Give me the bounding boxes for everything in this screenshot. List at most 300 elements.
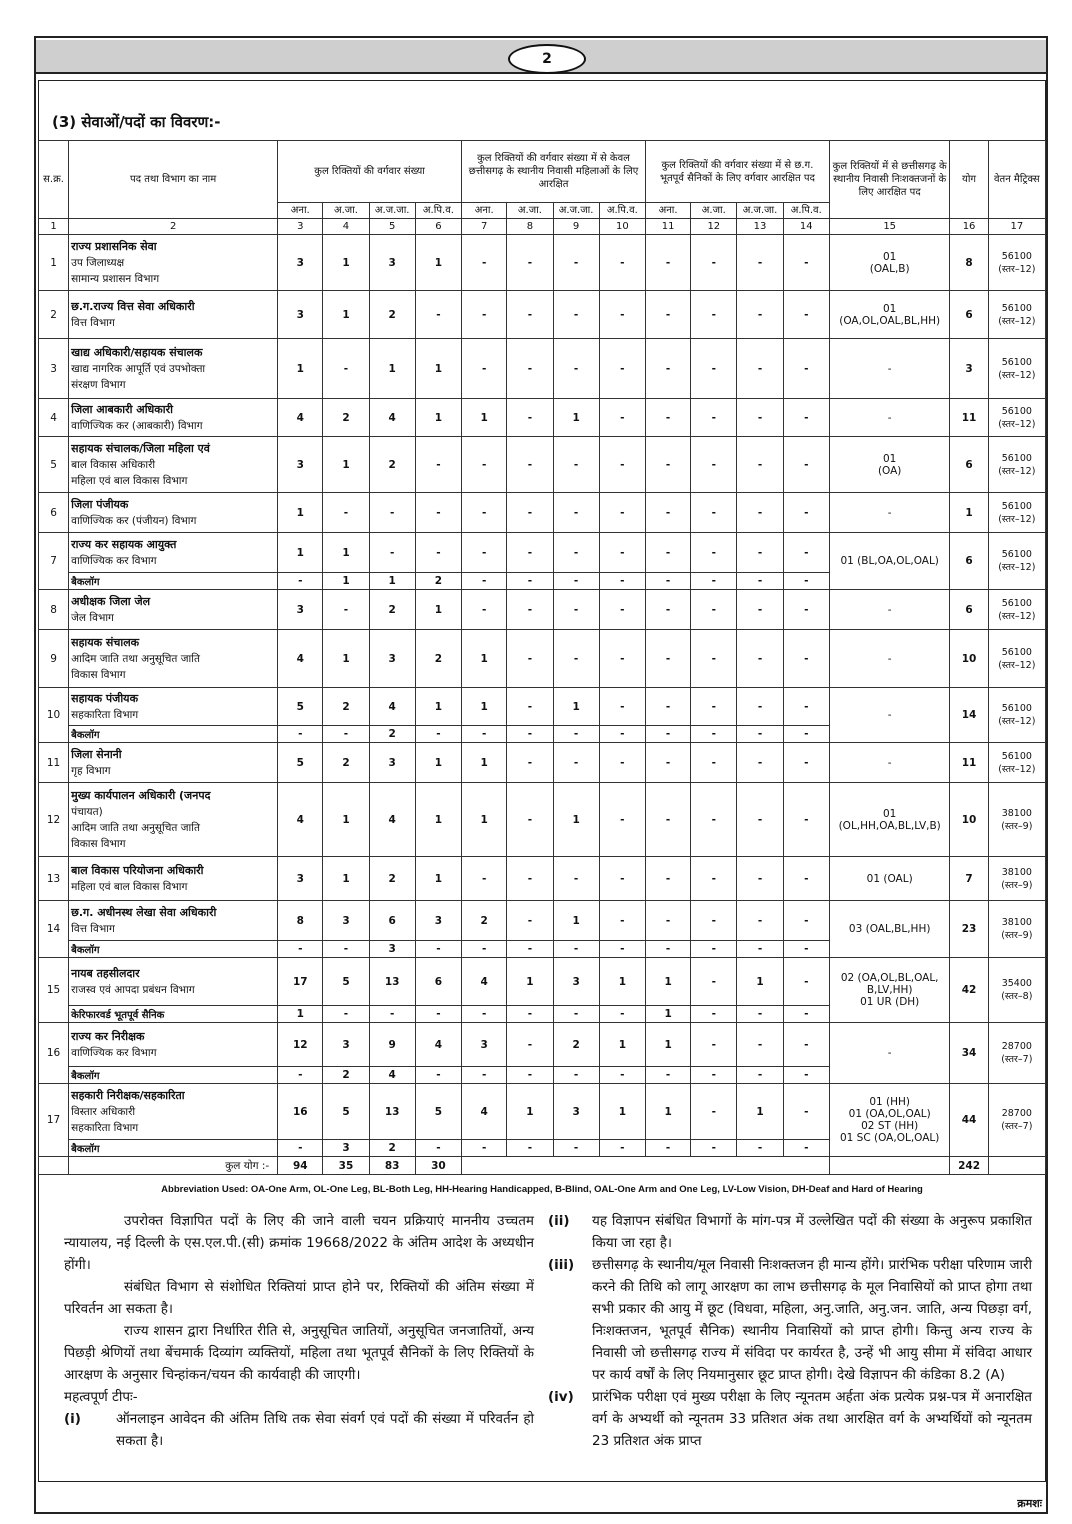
- count-cell: -: [645, 857, 690, 901]
- count-cell: -: [783, 291, 829, 339]
- count-cell: -: [507, 857, 553, 901]
- serial-cell: 8: [39, 590, 69, 630]
- count-cell: -: [737, 688, 783, 726]
- column-number: 3: [278, 219, 323, 235]
- serial-cell: 9: [39, 630, 69, 688]
- count-cell: 3: [278, 857, 323, 901]
- backlog-cell: -: [645, 941, 690, 958]
- subheader-cell: अ.जा.: [507, 203, 553, 219]
- count-cell: 1: [507, 958, 553, 1006]
- disabled-cell: 01 (OA): [829, 437, 950, 493]
- section-title: (3) सेवाओं/पदों का विवरण:-: [52, 113, 221, 131]
- total-cell: 42: [950, 958, 988, 1023]
- count-cell: -: [553, 339, 599, 399]
- table-row: [39, 688, 1046, 726]
- backlog-label: बैकलॉग: [69, 1067, 278, 1084]
- count-cell: 13: [369, 1084, 415, 1140]
- serial-cell: 5: [39, 437, 69, 493]
- count-cell: 1: [737, 958, 783, 1006]
- serial-cell: 17: [39, 1084, 69, 1157]
- count-cell: -: [599, 590, 645, 630]
- post-line: मुख्य कार्यपालन अधिकारी (जनपद: [71, 788, 211, 802]
- count-cell: -: [691, 235, 737, 291]
- backlog-cell: -: [783, 941, 829, 958]
- backlog-cell: -: [691, 1140, 737, 1157]
- serial-cell: 2: [39, 291, 69, 339]
- serial-cell: 16: [39, 1023, 69, 1084]
- count-cell: 1: [462, 743, 507, 783]
- count-cell: -: [737, 743, 783, 783]
- pay-cell: 56100 (स्तर–12): [988, 493, 1045, 533]
- table-row: [39, 1023, 1046, 1067]
- backlog-cell: -: [691, 941, 737, 958]
- backlog-cell: -: [599, 726, 645, 743]
- count-cell: -: [507, 493, 553, 533]
- total-cell: 14: [950, 688, 988, 743]
- count-cell: 1: [415, 857, 461, 901]
- disabled-cell: 01 (OAL,B): [829, 235, 950, 291]
- count-cell: -: [645, 291, 690, 339]
- backlog-cell: -: [323, 726, 369, 743]
- count-cell: 1: [737, 1084, 783, 1140]
- grand-total-sum: 242: [950, 1157, 988, 1175]
- count-cell: -: [553, 291, 599, 339]
- pay-cell: 56100 (स्तर–12): [988, 630, 1045, 688]
- post-name-cell: [69, 857, 278, 901]
- count-cell: -: [737, 783, 783, 857]
- post-line: सामान्य प्रशासन विभाग: [71, 272, 160, 285]
- backlog-cell: -: [462, 1140, 507, 1157]
- grand-total-empty: [988, 1157, 1045, 1175]
- count-cell: -: [645, 437, 690, 493]
- count-cell: -: [553, 437, 599, 493]
- count-cell: -: [415, 291, 461, 339]
- total-cell: 11: [950, 743, 988, 783]
- post-name-cell: [69, 1023, 278, 1067]
- note-1-text: ऑनलाइन आवेदन की अंतिम तिथि तक सेवा संवर्ग एवं पदों की संख्या में परिवर्तन हो सकता है।: [116, 1411, 534, 1449]
- count-cell: -: [691, 783, 737, 857]
- column-number: 14: [783, 219, 829, 235]
- post-line: विस्तार अधिकारी: [71, 1105, 136, 1118]
- backlog-cell: -: [507, 941, 553, 958]
- serial-cell: 6: [39, 493, 69, 533]
- backlog-cell: -: [691, 1067, 737, 1084]
- count-cell: 1: [415, 399, 461, 437]
- count-cell: -: [737, 291, 783, 339]
- post-name-cell: [69, 235, 278, 291]
- count-cell: -: [599, 857, 645, 901]
- count-cell: 1: [369, 339, 415, 399]
- pay-cell: 56100 (स्तर–12): [988, 533, 1045, 590]
- pay-cell: 56100 (स्तर–12): [988, 688, 1045, 743]
- count-cell: -: [599, 630, 645, 688]
- column-number: 8: [507, 219, 553, 235]
- post-line: सहायक संचालक: [71, 635, 140, 649]
- backlog-cell: 1: [278, 1006, 323, 1023]
- count-cell: 1: [323, 291, 369, 339]
- backlog-cell: -: [599, 1140, 645, 1157]
- backlog-cell: -: [323, 1006, 369, 1023]
- count-cell: 2: [553, 1023, 599, 1067]
- column-number: 17: [988, 219, 1045, 235]
- backlog-cell: 2: [369, 726, 415, 743]
- backlog-cell: -: [599, 1006, 645, 1023]
- count-cell: 4: [369, 399, 415, 437]
- count-cell: -: [599, 783, 645, 857]
- subheader-cell: अ.जा.: [691, 203, 737, 219]
- count-cell: -: [323, 493, 369, 533]
- backlog-cell: 2: [369, 1140, 415, 1157]
- count-cell: -: [507, 339, 553, 399]
- count-cell: -: [462, 857, 507, 901]
- count-cell: -: [645, 235, 690, 291]
- backlog-cell: 1: [323, 573, 369, 590]
- post-line: महिला एवं बाल विकास विभाग: [71, 474, 188, 487]
- table-row: [39, 291, 1046, 339]
- pay-cell: 56100 (स्तर–12): [988, 399, 1045, 437]
- post-line: सहकारी निरीक्षक/सहकारिता: [71, 1088, 185, 1102]
- table-row: [39, 339, 1046, 399]
- count-cell: 5: [278, 743, 323, 783]
- count-cell: 6: [415, 958, 461, 1006]
- count-cell: -: [462, 590, 507, 630]
- column-number: 11: [645, 219, 690, 235]
- header-total: योग: [950, 141, 988, 219]
- table-row: [39, 743, 1046, 783]
- disabled-cell: -: [829, 1023, 950, 1084]
- backlog-cell: 3: [323, 1140, 369, 1157]
- backlog-label: बैकलॉग: [69, 1140, 278, 1157]
- right-column: [548, 1210, 1032, 1452]
- count-cell: -: [507, 783, 553, 857]
- backlog-cell: -: [507, 726, 553, 743]
- count-cell: -: [783, 590, 829, 630]
- count-cell: 1: [645, 958, 690, 1006]
- count-cell: 2: [462, 901, 507, 941]
- post-name-cell: [69, 1084, 278, 1140]
- post-line: वाणिज्यिक कर विभाग: [71, 554, 157, 567]
- count-cell: 5: [323, 1084, 369, 1140]
- disabled-cell: -: [829, 493, 950, 533]
- pay-cell: 56100 (स्तर–12): [988, 743, 1045, 783]
- count-cell: 1: [645, 1084, 690, 1140]
- subheader-cell: अ.ज.जा.: [737, 203, 783, 219]
- table-row: [39, 1084, 1046, 1140]
- backlog-cell: -: [599, 1067, 645, 1084]
- count-cell: 1: [553, 783, 599, 857]
- count-cell: 1: [323, 630, 369, 688]
- count-cell: 3: [278, 291, 323, 339]
- backlog-cell: -: [783, 1067, 829, 1084]
- post-line: बाल विकास अधिकारी: [71, 458, 156, 471]
- subheader-cell: अ.पि.व.: [415, 203, 461, 219]
- count-cell: -: [645, 399, 690, 437]
- backlog-cell: -: [462, 941, 507, 958]
- backlog-cell: -: [553, 1140, 599, 1157]
- total-cell: 7: [950, 857, 988, 901]
- backlog-cell: -: [278, 1140, 323, 1157]
- post-name-cell: [69, 958, 278, 1006]
- count-cell: -: [553, 743, 599, 783]
- column-number: 16: [950, 219, 988, 235]
- count-cell: -: [783, 1084, 829, 1140]
- backlog-cell: -: [737, 1067, 783, 1084]
- post-line: अधीक्षक जिला जेल: [71, 594, 151, 608]
- count-cell: 5: [415, 1084, 461, 1140]
- column-number: 12: [691, 219, 737, 235]
- backlog-label: बैकलॉग: [69, 941, 278, 958]
- count-cell: 5: [278, 688, 323, 726]
- serial-cell: 12: [39, 783, 69, 857]
- count-cell: -: [553, 857, 599, 901]
- serial-cell: 7: [39, 533, 69, 590]
- note-4-number: (iv): [548, 1389, 574, 1405]
- backlog-cell: -: [691, 573, 737, 590]
- backlog-cell: -: [691, 1006, 737, 1023]
- count-cell: 1: [415, 235, 461, 291]
- count-cell: -: [737, 399, 783, 437]
- note-1-number: (i): [64, 1411, 81, 1427]
- post-line: राज्य प्रशासनिक सेवा: [71, 239, 157, 253]
- post-line: सहकारिता विभाग: [71, 1121, 139, 1134]
- disabled-cell: -: [829, 630, 950, 688]
- backlog-cell: -: [737, 726, 783, 743]
- count-cell: -: [645, 743, 690, 783]
- count-cell: -: [783, 235, 829, 291]
- count-cell: -: [645, 493, 690, 533]
- count-cell: -: [737, 339, 783, 399]
- count-cell: 3: [323, 901, 369, 941]
- pay-cell: 38100 (स्तर–9): [988, 901, 1045, 958]
- total-cell: 6: [950, 291, 988, 339]
- subheader-cell: अना.: [278, 203, 323, 219]
- disabled-cell: 03 (OAL,BL,HH): [829, 901, 950, 958]
- count-cell: -: [415, 437, 461, 493]
- post-line: विकास विभाग: [71, 668, 126, 681]
- backlog-cell: -: [323, 941, 369, 958]
- table-row: [39, 493, 1046, 533]
- count-cell: 1: [462, 783, 507, 857]
- count-cell: -: [691, 743, 737, 783]
- count-cell: 16: [278, 1084, 323, 1140]
- post-line: नायब तहसीलदार: [71, 966, 140, 980]
- count-cell: -: [599, 291, 645, 339]
- count-cell: 12: [278, 1023, 323, 1067]
- backlog-cell: 2: [415, 573, 461, 590]
- subheader-cell: अ.जा.: [323, 203, 369, 219]
- column-number: 2: [69, 219, 278, 235]
- count-cell: -: [599, 743, 645, 783]
- table-row: [39, 857, 1046, 901]
- note-2-number: (ii): [548, 1213, 570, 1229]
- backlog-cell: -: [645, 1140, 690, 1157]
- backlog-cell: -: [553, 1067, 599, 1084]
- para-vacancy-change: संबंधित विभाग से संशोधित रिक्तियां प्राप्त होने पर, रिक्तियों की अंतिम संख्या में परिवर्तन आ सकता है।: [64, 1279, 534, 1317]
- post-line: उप जिलाध्यक्ष: [71, 256, 125, 269]
- backlog-cell: -: [507, 1006, 553, 1023]
- count-cell: -: [737, 901, 783, 941]
- count-cell: 1: [415, 743, 461, 783]
- backlog-cell: -: [783, 726, 829, 743]
- count-cell: 4: [369, 783, 415, 857]
- count-cell: -: [737, 533, 783, 573]
- notes-heading: महत्वपूर्ण टीपः-: [64, 1389, 138, 1405]
- post-line: आदिम जाति तथा अनुसूचित जाति: [71, 821, 200, 834]
- post-line: विकास विभाग: [71, 837, 126, 850]
- backlog-cell: -: [645, 1067, 690, 1084]
- backlog-cell: -: [278, 726, 323, 743]
- count-cell: -: [599, 688, 645, 726]
- count-cell: -: [691, 630, 737, 688]
- abbreviation-note: Abbreviation Used: OA-One Arm, OL-One Leg, BL-Both Leg, HH-Hearing Handicapped, B-Blind, OAL-One Arm and One Leg, LV-Low Vision, DH-Deaf and Hard of Hearing: [161, 1184, 923, 1195]
- pay-cell: 56100 (स्तर–12): [988, 437, 1045, 493]
- count-cell: 1: [278, 493, 323, 533]
- backlog-cell: -: [507, 1140, 553, 1157]
- count-cell: 2: [323, 688, 369, 726]
- count-cell: -: [462, 291, 507, 339]
- count-cell: 5: [323, 958, 369, 1006]
- total-cell: 1: [950, 493, 988, 533]
- column-number: 4: [323, 219, 369, 235]
- column-number: 5: [369, 219, 415, 235]
- count-cell: -: [691, 437, 737, 493]
- post-line: पंचायत): [71, 805, 103, 818]
- grand-total-label: कुल योग :-: [69, 1157, 278, 1175]
- count-cell: -: [553, 235, 599, 291]
- header-pay: वेतन मैट्रिक्स: [988, 141, 1045, 219]
- serial-cell: 10: [39, 688, 69, 743]
- count-cell: 1: [323, 857, 369, 901]
- column-number: 7: [462, 219, 507, 235]
- disabled-cell: -: [829, 339, 950, 399]
- count-cell: 9: [369, 1023, 415, 1067]
- header-row: [39, 141, 1046, 203]
- header-total-cat: कुल रिक्तियों की वर्गवार संख्या: [278, 141, 462, 203]
- count-cell: 1: [415, 688, 461, 726]
- count-cell: -: [369, 493, 415, 533]
- count-cell: 1: [462, 630, 507, 688]
- post-name-cell: [69, 783, 278, 857]
- count-cell: -: [645, 901, 690, 941]
- disabled-cell: -: [829, 743, 950, 783]
- count-cell: -: [783, 493, 829, 533]
- table-row: [39, 235, 1046, 291]
- count-cell: 1: [553, 901, 599, 941]
- count-cell: 1: [323, 235, 369, 291]
- post-name-cell: [69, 743, 278, 783]
- count-cell: 1: [462, 399, 507, 437]
- post-line: वित्त विभाग: [71, 316, 115, 329]
- count-cell: -: [645, 688, 690, 726]
- backlog-cell: -: [783, 1006, 829, 1023]
- total-cell: 10: [950, 630, 988, 688]
- count-cell: 17: [278, 958, 323, 1006]
- count-cell: -: [737, 590, 783, 630]
- backlog-cell: -: [415, 941, 461, 958]
- count-cell: 4: [278, 630, 323, 688]
- backlog-cell: -: [415, 1140, 461, 1157]
- note-4: [548, 1386, 1032, 1452]
- count-cell: -: [737, 493, 783, 533]
- total-cell: 44: [950, 1084, 988, 1157]
- total-cell: 34: [950, 1023, 988, 1084]
- count-cell: 2: [369, 291, 415, 339]
- count-cell: -: [645, 339, 690, 399]
- grand-total-empty: [829, 1157, 950, 1175]
- count-cell: -: [462, 235, 507, 291]
- post-line: वाणिज्यिक कर (पंजीयन) विभाग: [71, 514, 197, 527]
- count-cell: 6: [369, 901, 415, 941]
- backlog-label: केरिफारवर्ड भूतपूर्व सैनिक: [69, 1006, 278, 1023]
- para-selection: उपरोक्त विज्ञापित पदों के लिए की जाने वाली चयन प्रक्रियाएं माननीय उच्चतम न्यायालय, नई दिल्ली के एस.एल.पी.(सी) क्रमांक 19668/2022 के अंतिम आदेश के अध्यधीन होंगी।: [64, 1213, 534, 1273]
- count-cell: -: [783, 688, 829, 726]
- count-cell: -: [507, 590, 553, 630]
- serial-cell: 3: [39, 339, 69, 399]
- backlog-cell: -: [507, 573, 553, 590]
- count-cell: -: [783, 901, 829, 941]
- count-cell: -: [323, 339, 369, 399]
- post-line: राज्य कर निरीक्षक: [71, 1029, 145, 1043]
- count-cell: -: [783, 630, 829, 688]
- serial-cell: 11: [39, 743, 69, 783]
- post-line: वाणिज्यिक कर (आबकारी) विभाग: [71, 419, 203, 432]
- count-cell: -: [599, 901, 645, 941]
- posts-table: [38, 140, 1046, 1175]
- count-cell: -: [507, 901, 553, 941]
- subheader-cell: अना.: [462, 203, 507, 219]
- count-cell: -: [691, 1023, 737, 1067]
- count-cell: 2: [369, 437, 415, 493]
- backlog-label: बैकलॉग: [69, 726, 278, 743]
- backlog-cell: -: [415, 1006, 461, 1023]
- column-number: 9: [553, 219, 599, 235]
- count-cell: -: [553, 533, 599, 573]
- total-cell: 8: [950, 235, 988, 291]
- backlog-cell: -: [507, 1067, 553, 1084]
- count-cell: 8: [278, 901, 323, 941]
- subheader-cell: अ.पि.व.: [599, 203, 645, 219]
- count-cell: -: [369, 533, 415, 573]
- backlog-cell: 1: [369, 573, 415, 590]
- disabled-cell: 01 (BL,OA,OL,OAL): [829, 533, 950, 590]
- count-cell: -: [599, 437, 645, 493]
- backlog-cell: 1: [645, 1006, 690, 1023]
- column-number-row: [39, 219, 1046, 235]
- count-cell: 1: [278, 339, 323, 399]
- note-3-number: (iii): [548, 1257, 575, 1273]
- count-cell: 2: [369, 590, 415, 630]
- para-reservation: राज्य शासन द्वारा निर्धारित रीति से, अनुसूचित जातियों, अनुसूचित जनजातियों, अन्य पिछड़ी श्रेणियों तथा बेंचमार्क दिव्यांग व्यक्तियों, महिला तथा भूतपूर्व सैनिकों के लिए रिक्तियों के आरक्षण के अनुसार चिन्हांकन/चयन की कार्यवाही की जाएगी।: [64, 1323, 534, 1383]
- header-disabled: कुल रिक्तियों में से छत्तीसगढ़ के स्थानीय निवासी निःशक्तजनों के लिए आरक्षित पद: [829, 141, 950, 219]
- count-cell: 1: [553, 399, 599, 437]
- backlog-cell: -: [278, 1067, 323, 1084]
- count-cell: 1: [599, 1084, 645, 1140]
- pay-cell: 56100 (स्तर–12): [988, 291, 1045, 339]
- post-name-cell: [69, 291, 278, 339]
- count-cell: -: [737, 857, 783, 901]
- count-cell: 2: [323, 399, 369, 437]
- grand-total-cell: 94: [278, 1157, 323, 1175]
- count-cell: 3: [553, 1084, 599, 1140]
- count-cell: -: [691, 590, 737, 630]
- post-line: वित्त विभाग: [71, 922, 115, 935]
- count-cell: -: [507, 533, 553, 573]
- backlog-cell: -: [278, 573, 323, 590]
- post-line: राज्य कर सहायक आयुक्त: [71, 537, 177, 551]
- count-cell: -: [783, 783, 829, 857]
- disabled-cell: 01 (OAL): [829, 857, 950, 901]
- column-number: 10: [599, 219, 645, 235]
